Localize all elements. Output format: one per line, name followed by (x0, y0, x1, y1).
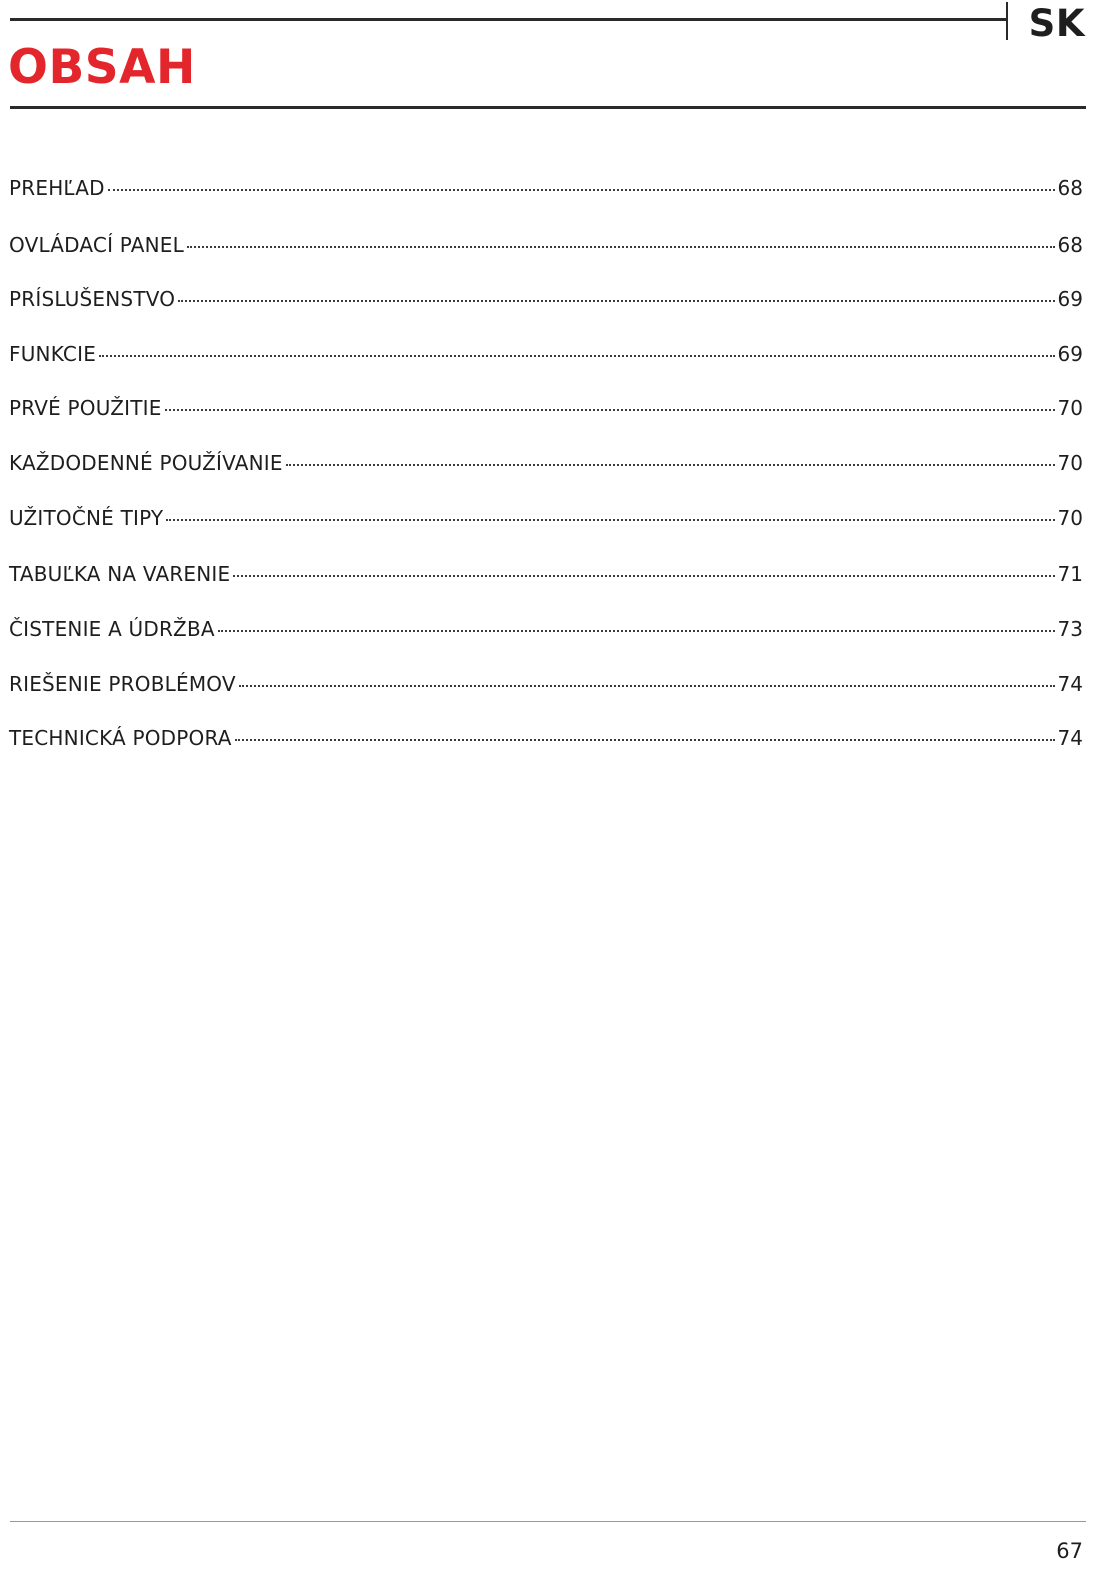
toc-dot-leader (233, 575, 1054, 577)
toc-entry-page: 68 (1057, 233, 1083, 257)
toc-entry-cistenie-a-udrzba[interactable] (9, 611, 1083, 647)
toc-dot-leader (218, 630, 1055, 632)
toc-entry-label: TABUĽKA NA VARENIE (9, 562, 231, 586)
toc-entry-page: 69 (1057, 342, 1083, 366)
header-top-rule (10, 18, 1008, 21)
toc-dot-leader (108, 189, 1055, 191)
toc-entry-label: PREHĽAD (9, 176, 105, 200)
toc-entry-prve-pouzitie[interactable] (9, 390, 1083, 426)
toc-entry-label: OVLÁDACÍ PANEL (9, 233, 184, 257)
toc-dot-leader (187, 246, 1055, 248)
toc-entry-label: UŽITOČNÉ TIPY (9, 506, 164, 530)
toc-entry-label: PRÍSLUŠENSTVO (9, 287, 176, 311)
toc-entry-page: 73 (1057, 617, 1083, 641)
footer-rule (10, 1521, 1086, 1522)
toc-entry-page: 70 (1057, 451, 1083, 475)
toc-entry-label: KAŽDODENNÉ POUŽÍVANIE (9, 451, 283, 475)
toc-entry-page: 68 (1057, 176, 1083, 200)
toc-entry-page: 70 (1057, 506, 1083, 530)
toc-entry-uzitocne-tipy[interactable] (9, 500, 1083, 536)
toc-dot-leader (235, 739, 1055, 741)
toc-dot-leader (286, 464, 1055, 466)
page-number: 67 (1056, 1539, 1083, 1563)
toc-entry-tabulka-na-varenie[interactable] (9, 556, 1083, 592)
toc-dot-leader (178, 300, 1054, 302)
toc-entry-label: PRVÉ POUŽITIE (9, 396, 162, 420)
toc-dot-leader (239, 685, 1055, 687)
toc-entry-ovladaci-panel[interactable] (9, 227, 1083, 263)
toc-entry-label: TECHNICKÁ PODPORA (9, 726, 232, 750)
toc-entry-prehlad[interactable] (9, 170, 1083, 206)
title-underline-rule (10, 106, 1086, 109)
toc-dot-leader (99, 355, 1055, 357)
toc-entry-page: 69 (1057, 287, 1083, 311)
toc-entry-label: ČISTENIE A ÚDRŽBA (9, 617, 215, 641)
toc-entry-prislusenstvo[interactable] (9, 281, 1083, 317)
toc-entry-page: 71 (1057, 562, 1083, 586)
toc-entry-page: 74 (1057, 672, 1083, 696)
page-title: OBSAH (8, 40, 196, 95)
toc-entry-page: 74 (1057, 726, 1083, 750)
toc-dot-leader (165, 409, 1055, 411)
toc-dot-leader (166, 519, 1054, 521)
toc-entry-label: FUNKCIE (9, 342, 97, 366)
toc-entry-page: 70 (1057, 396, 1083, 420)
toc-entry-label: RIEŠENIE PROBLÉMOV (9, 672, 236, 696)
language-code: SK (1028, 2, 1085, 45)
toc-entry-riesenie-problemov[interactable] (9, 666, 1083, 702)
toc-entry-technicka-podpora[interactable] (9, 720, 1083, 756)
toc-entry-funkcie[interactable] (9, 336, 1083, 372)
toc-entry-kazdodenne-pouzivanie[interactable] (9, 445, 1083, 481)
header-divider-tick (1006, 2, 1008, 40)
